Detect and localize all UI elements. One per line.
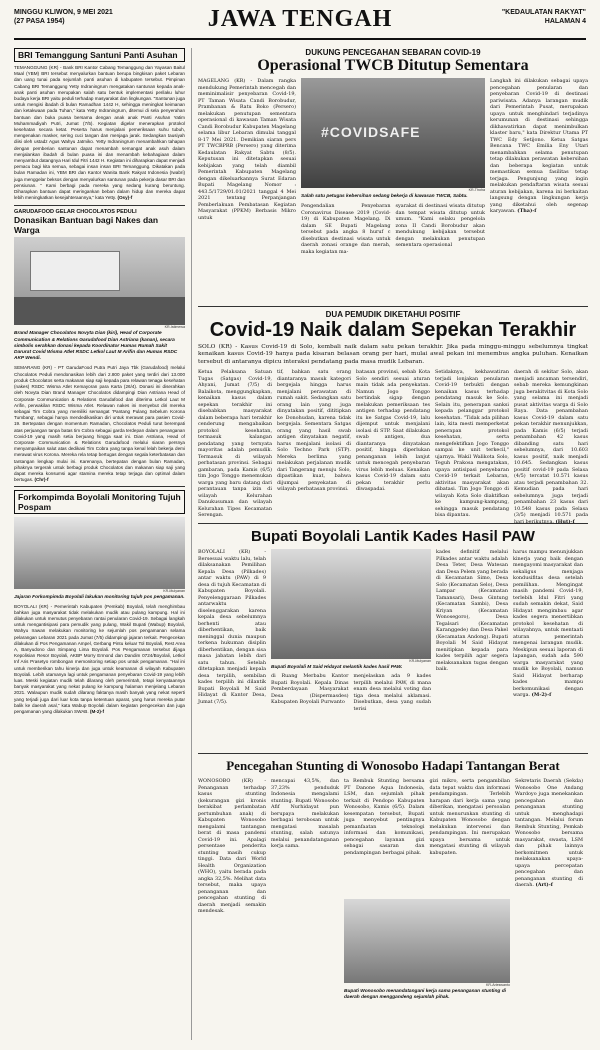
stunting-col5: [515, 778, 583, 1028]
stunting-caption: Bupati Wonosobo menandatangani kerja sama penanganan stunting di daerah dengan menggandeng sejumlah pihak.: [344, 989, 506, 1001]
stunting-sign: (Art)-f: [535, 882, 553, 889]
kades-sign: (M-2)-f: [531, 692, 552, 699]
stunting-photo: [344, 899, 510, 983]
forkompimda-photo: [14, 517, 185, 589]
garudafood-caption: Brand Manager Chocolatos Novyta Dian (kiri), Head of Corporate Communication & Relations Garudafood Dian Astriana (kanan), secara simbolis serahkan donasi kepada Koordinator Humas Rumah Sakit Darurat Covid Wisma Atlet RSDC Letkol Laut M Arifin dan Humas RSDC AKP Wendi.: [14, 331, 178, 362]
twcb-col3: syarakat di destinasi wisata ditutup dan tempat wisata ditutup untuk umum. "Kami selaku pengelola zona II Candi Borobudur akan mendukung kebijakan tersebut dengan melakukan penutupan sementara operasional: [395, 203, 485, 249]
covid-col5-text: daerah di sekitar Solo, akan menjadi ancaman tersendiri, sebab mereka kemungkinan juga berakitvitas di Kota Solo yang selama ini menjadi pusat aktivitas warga di Solo Raya. Data penambahan kasus Covid-19 dalam satu pekan terakhir menunjukkan, pada Kamis (6/5) terjadi penambahan 42 kasus dibanding satu hari sebelumnya, dari 10.603 kasus positif, naik menjadi 10.645. Sedangkan kasus positif covid-19 pada Selasa (4/5) tercatat 10.571 kasus atau terjadi penambahan 32. Kemudian pada hari sebelumnya juga terjadi penambahan 23 kasus dari 10.548 kasus pada Selasa (3/5) menjadi 10.571 pada hari berikutnya.: [514, 369, 588, 525]
stunting-col5-text: Sekretaris Daerah (Sekda) Wonosobo One Andang Wardoyo juga menekankan pencegahan dan penanganan stunting untuk menghadapi tantangan. Melalui forum Rembuk Stunting, Pemkab Wonosobo bersama masyarakat, swasta, LSM dan pihak lainnya berkomitmen untuk melaksanakan upaya-upaya percepatan pencegahan dan penanganan stunting di daerah.: [515, 778, 583, 889]
twcb-sign: (Tha)-f: [517, 208, 537, 214]
article-forkompimda-title: Forkompimda Boyolali Monitoring Tujuh Pospam: [14, 490, 185, 514]
divider: [14, 205, 185, 206]
article-bri-title: BRI Temanggung Santuni Panti Asuhan: [14, 48, 185, 62]
article-forkompimda-body: [14, 604, 185, 716]
divider: [198, 753, 588, 754]
photo-credit: KR-Arieswanto: [486, 983, 510, 988]
forkompimda-caption: Jajaran Forkompimda Boyolali lakukan monitoring tujuh pos pengamanan.: [14, 595, 185, 601]
article-garudafood-body: [14, 365, 185, 483]
kades-col4: kades definitif melalui Pilkades antar waktu adalah Desa Teter, Desa Watesan dan Desa Pelem yang berada di Kecamatan Simo, Desa Solo (Kecamatan Selo), Desa Lampar (Kecamatan Tamansari), Desa Gintung (Kecamatan Sambi), Desa Kriyan (Kecamatan Wonosegoro), Desa Tegalsari (Kecamatan Karanggede) dan Desa Pakel (Kecamatan Andong). Bupati Boyolali M Said Hidayat menitipkan kepada para kades terpilih agar segera melaksanakan tugas dengan baik.: [436, 549, 509, 673]
twcb-subcols: [301, 203, 485, 255]
kades-caption: Bupati Boyolali M Said Hidayat melantik kades hasil PAW.: [271, 665, 403, 671]
twcb-headline: Operasional TWCB Ditutup Sementara: [257, 57, 529, 74]
article-garudafood-sign: (Chr)-f: [34, 477, 49, 483]
twcb-col1: MAGELANG (KR) - Dalam rangka mendukung Pemerintah mencegah dan meminimalisir penyebaran Covid-19, PT Taman Wisata Candi Borobudur, Prambanan & Ratu Boko (Persero) melakukan penutupan sementara operasional di kawasan Taman Wisata Candi Borobudur Kabupaten Magelang selama libur Lebaran dimulai tanggal 8-17 Mei 2021. Demikian siaran pers PT TWCBPRB (Persero) yang diterima Kedaulatan Rakyat Sabtu (8/5). Keputusan ini ditetapkan sesuai kebijakan yang telah diambil Pemerintah Kabupaten Magelang dengan dikeluarkannya Surat Edaran Bupati Magelang Nomor : 443.5/1729/01.01/2021 tanggal 4 Mei 2021 tentang Perpanjangan Pemberlakuan Pembatasan Kegiatan Masyarakat (PPKM) Berbasis Mikro untuk: [198, 78, 296, 221]
kades-col5: [513, 549, 583, 749]
kades-subcols: [271, 673, 431, 712]
twcb-photo: [301, 78, 485, 188]
article-forkompimda-text: BOYOLALI (KR) - Pemerintah Kabupaten (Pemkab) Boyolali, telah menghimbau bahkan juga masyarakat tidak melakukan mudik atau pulang kampung. Hal ini dilakukan untuk memutus penyebaran rantai penularan Covid-19. Sebagai langkah untuk mengantisipasi para pemudik yang pulang, Wakil Bupati (Wabup) Boyolali, Wahyu Irawan melakukan monitoring ke sejumlah pos pengamanan selama pelarangan Lebaran 2021 pada Jumat (7/5) didampingi jajaran terkait. Pengecekan dilakukan di Pos Pengamanan Ampel, Gerbang Pintu keluar Tol Boyolali, Rest Area A, Banyudono dan Simpang Lima Boyolali. Pos Pengamanan tersebut dijaga Kepolisian Resor Boyolali, AKBP Morry Ermond dan Dandim 0724/Boyolali, Letkol Inf Aris Prasetyo rombongan memonitoring setiap pos untuk pengamanan. "Hal ini untuk memberikan tahu kinerja dan juga untuk keamanan di wilayah Kabupaten Boyolali. Lebih utamanya lagi untuk pengamanan penyebaran Covid-19 yang lebih luas. Meski kegiatan mudik telah dilarang oleh pemerintah, tetapi kenyataannya banyak masyarakat yang nekat pulang ke kampung halaman menjelang Lebaran 2021. Walaupun mudik sudah dilarang faktanya masih banyak yang nekat seperti yang terjadi juga dari luar kota tanpa ketentuan aparat, yang harus mereka putar balik ke daerah asal," kata Wabup Boyolali dalam kegiatan pengecekan dan juga pengamanan yang dilakukan SWAB.: [14, 603, 185, 714]
covid-kicker: DUA PEMUDIK DIKETAHUI POSITIF: [325, 310, 461, 319]
kades-headline: Bupati Boyolali Lantik Kades Hasil PAW: [251, 528, 535, 546]
banner-shape: [30, 251, 120, 291]
article-forkompimda-sign: (M-2)-f: [89, 709, 104, 714]
kades-article: [198, 549, 588, 749]
divider: [198, 306, 588, 307]
photo-credit: KR-Mulyanan: [163, 589, 185, 594]
article-garudafood-text: SEMARANG (KR) - PT GarudaFood Putra Putri Jaya Tbk (Garudafood) melalui Chocolatos Peduli mendonasikan lebih dari 2.800 paket yang terdiri dari 13.000 produk Chocolatos serta makanan siap saji kepada para relawan tenaga kesehatan (nakes) RSDC Wisma Atlet Kemayoran para Karta (26/4). Donasi ini diserahkan oleh Novyta Dian Brand Manager Chocolatos didampingi Dian Astriana Head of Corporate Communication & Relations Garudafood dan diterima Letkol Laut M Arifin, perwakilan RSDC Wisma Atlet. Relawan nakes ini menyebut diri mereka sebagai Tim Cobra yang memiliki semangat 'Pantang Pulang Sebelum Korona Tumbang', sebagai hanya mendedikasikan diri untuk merawat para pasien Covid-19. Bertepatan dengan momentum Ramadan, Chocolatos Peduli turut berempati atas perjuangan tanpa batas tim Cobra sebagai garda terdepan dalam penanganan Covid-19 yang masih setia berjuang hingga saat ini. Dian Astriana, Head of Corporate Communication & Relations Garudafood melalui siaran persnya menyampaikan salut atas dedikasi Tim Cobra yang tanpa kenal lelah bekerja demi merawat virus Korona. Mereka rela tetap bertugas dengan segala keterbatasan dan tantangan lengkap mulai ini. Karenanya, bertepatan dengan bulan Ramadan, pihaknya tergerak untuk berbagi produk Chocolatos dan makanan siap saji yang dapat mereka konsumsi agar stamina mereka tetap terjaga dan optimal dalam bertugas.: [14, 365, 185, 483]
paper-name: "KEDAULATAN RAKYAT": [501, 9, 586, 16]
kades-photo: [271, 549, 431, 659]
stunting-subcols: [344, 778, 510, 896]
covid-col4: Setidaknya, kekhawatiran terjadi lonjakan penularan Covid-19 terbukti dengan kenaikan kasus terhadap pendatang masuk ke Solo. Selain itu, penerapan sanksi kepada pelanggar protokol kesehatan. "Tidak ada pilihan lain, kita mesti memperketat penerapan protokol kesehatan, serta mengefektifkan Jogo Tonggo sampai ke unit terkecil," ujarnya. Wakil Walikota Solo, Teguh Prakosa mengatakan, upaya antisipasi penyebaran Covid-19 terkait Lebaran, aktivitas masyarakat akan dibatasi. Tim Jogo Tonggo di wilayah Kota Solo diaktifkan ke kampung-kampung, sehingga masuk pendatang bisa dipantau.: [435, 369, 509, 519]
kades-col2: di Ruang Merbabu Kantor Bupati Boyolali. Kepala Dinas Pemberdayaan Masyarakat Desa (Dispermasdes) Kabupaten Boyolali Purwanto: [271, 673, 349, 706]
covid-col2: tif, bahkan satu orang diantaranya masuk kategori bergejala hingga harus menjalani perawatan di rumah sakit. Sedangkan satu orang lain yang juga dinyatakan positif, dititipkan ke Donohudan, karena tidak bergejala. Sementara Satgas orang yang hasil swab antigen dinyatakan negatif, harus menjalani isolasi di Solo Techno Park (STP). Mereka berlima yang melakukan perjalanan mudik dari Tangerang menuju Solo, dipastikan kuat, bahwa dijumpai penyekatan di wilayah perbatasan provinsi.: [277, 369, 351, 493]
right-column: [198, 48, 588, 1028]
covid-columns: [198, 369, 588, 525]
twcb-col2: Pengendalian Penyebaran Coronavirus Disease 2019 (Covid-19) di Kabupaten Magelang. Di dalam SE Bupati Magelang tersebut pada angka 8 huruf c disebutkan destinasi wisata untuk daerah zonasi orange dan merah, maka kegiatan ma-: [301, 203, 391, 255]
twcb-photo-block: [301, 78, 485, 306]
covid-col3: batasan provinsi, sebab Kota Solo sendiri sesuai aturan main tidak ada penyekatan. Namun Jogo Tonggo bertindak sigap dengan melakukan pemeriksaan tes antigen terhadap pendatang itu ke Satgas Covid-19, lalu dijemput untuk menjalani isolasi di STP. Saat dilakukan swab antigen, dua diantaranya dinyatakan positif, hingga diperlukan penanganan lebih lanjut untuk mencegah penyebaran virus lebih meluas. Kenaikan kasus Covid-19 dalam satu pekan terakhir perlu diwaspadai.: [356, 369, 430, 493]
photo-credit: KR-Istimewa: [164, 325, 185, 330]
kades-col5-text: harus mampu menunjukkan kinerja yang baik dengan mengayomi masyarakat dan sekaligus menjaga kondusifitas desa setelah pemilihan. Mengingat masih pandemi Covid-19, terlebih Idul Fitri yang sudah semakin dekat, Said Hidayat mengimbau agar kades segera menertibkan protokol kesehatan di wilayahnya, untuk mentaati aturan pemerintah mengenai larangan mudik. Meskipun sesuai laporan di lapangan, sudah ada 590 warga masyarakat yang mudik ke Boyolali, namun Said Hidayat berharap kades mampu berkomunikasi dengan warga.: [513, 549, 583, 699]
date-line: MINGGU KLIWON, 9 MEI 2021: [14, 9, 113, 16]
twcb-col4-text: Langkah ini dilakukan sebagai upaya pencegahan penularan dan penyebaran Covid-19 di destinasi pariwisata. Adanya larangan mudik dari Pemerintah Pusat, merupakan upaya untuk menghindari terjadinya kerumunan di destinasi sehingga dikhawatirkan dapat menimbulkan klaster baru," kata Direktur Utama PT TWC Edy Setijono. Ketua Satgas Bencana TWC Emilia Eny Utari menambahkan selama penutupan tetap dilakukan perawatan kebersihan dan beberapa kegiatan untuk memastikan semua fasilitas tetap terjaga. Pengunjung yang ingin melakukan pendaftaran wisata sesuai aturan kebijakan, karena ini berkaitan langsung dengan lingkungan kerja yang diketahui oleh segenap karyawan.: [490, 78, 588, 214]
article-bri-body: [14, 65, 185, 201]
section-title: JAWA TENGAH: [207, 6, 393, 32]
photo-credit: KR-Thoha: [468, 188, 485, 192]
article-garudafood-title: Donasikan Bantuan bagi Nakes dan Warga: [14, 215, 159, 236]
covid-col5: [514, 369, 588, 525]
people-shape: [14, 297, 185, 325]
stunting-article: [198, 778, 588, 1028]
masthead: [14, 6, 586, 40]
twcb-caption: Salah satu petugas kebersihan sedang bekerja di kawasan TWCB, Sabtu.: [301, 194, 468, 199]
stunting-col4: gizi mikro, serta pengambilan data tepat waktu dan informasi pendampingan. Terlebih harapan dari kerja sama yang diberikan, mengatasi persoalan untuk menurunkan stunting di Kabupaten Wonosobo dengan melakukan intervensi dan pendampingan. Ini merupakan upaya bersama untuk mengatasi stunting di wilayah kabupaten.: [429, 778, 510, 856]
covid-headline: Covid-19 Naik dalam Sepekan Terakhir: [209, 319, 577, 341]
covid-sign: (Hut)-f: [555, 518, 575, 525]
twcb-kicker: DUKUNG PENCEGAHAN SEBARAN COVID-19: [305, 48, 481, 57]
kades-col1: BOYOLALI (KR) - Bersesuai waktu lalu, telah dilaksanakan Pemilihan Kepala Desa (Pilkades) antar waktu (PAW) di 9 desa di tujuh Kecamatan di Kabupaten Boyolali. Penyelenggaraan Pilkades antarwaktu diselenggarakan karena kepala desa sebelumnya berhenti atau diberhentikan, baik meninggal dunia maupun terkena hukuman disiplin diberhentikan, dengan sisa masa jabatan lebih dari satu tahun. Setelah ditetapkan menjadi kepala desa terpilih, sembilan kades terpilih ini dilantik Bupati Boyolali M Said Hidayat di Kantor Desa, Jumat (7/5).: [198, 549, 266, 705]
covidsafe-sign: #COVIDSAFE: [321, 124, 421, 140]
stunting-col3: ta Rembuk Stunting bersama PT Danone Aqua Indonesia, LSM, dan sejumlah pihak terkait di Pendopo Kabupaten Wonosobo, Kamis (6/5). Dalam kesempatan tersebut, Bupati juga menyebut pentingnya pemanfaatan teknologi informasi dan komunikasi, pencegahan layanan gizi sebagai sasaran dan pendampingan berbagai pihak.: [344, 778, 425, 856]
kades-col3: menjelaskan ada 9 kades terpilih melalui PAW, di mana enam desa melalui voting dan tiga desa melalui aklamasi. Disebutkan, desa yang sudah terisi: [353, 673, 431, 712]
pasa-line: (27 PASA 1954): [14, 18, 65, 25]
garudafood-photo: [14, 237, 185, 325]
article-bri-sign: (Osy)-f: [117, 195, 133, 201]
page-number: HALAMAN 4: [544, 18, 586, 25]
stunting-headline: Pencegahan Stunting di Wonosobo Hadapi Tantangan Berat: [226, 758, 560, 774]
stunting-center: [344, 778, 510, 1028]
kades-photo-block: [271, 549, 431, 749]
stunting-col1: WONOSOBO (KR) - Penanganan terhadap kasus stunting (kekurangan gizi kronis berakibat perlambatan pertumbuhan anak) di Kabupaten Wonosobo mengalami tantangan berat di masa pandemi Covid-19 ini. Apalagi persentase penderita stunting masih cukup tinggi. Data dari World Health Organization (WHO), yaitu berada pada angka 32,5%. Melihat data tersebut, maka upaya penanganan dan pencegahan stunting di daerah menjadi semakin mendesak.: [198, 778, 266, 915]
twcb-article: [198, 78, 588, 306]
article-garudafood-kicker: GARUDAFOOD GELAR CHOCOLATOS PEDULI: [14, 209, 137, 216]
divider: [14, 486, 185, 487]
left-column: [14, 48, 192, 1040]
covid-col1: Ketua Pelaksana Satuan Tugas (Satgas) Covid-19, Ahyani, Jumat (7/5) di Balaikota, menggungkapkan, kenaikan kasus dalam sepekan terakhir ini disebabkan masyarakat dalam beberapa hari terakhir cenderung mengabaikan protokol kesehatan, termasuk kalangan pendatang yang ternyata mayoritas adalah pemudik. Termasuk di wilayah perbatasan provinsi. Sebagai gambaran, pada Kamis (6/5) tim Jogo Tonggo menemukan warga yang baru datang dari perantauan tanpa izin di wilayah Kelurahan Danukusuman dan wilayah Kelurahan Tipes Kecamatan Serengan.: [198, 369, 272, 519]
article-bri-text: TEMANGGUNG (KR) - Bank BRI Kantor Cabang Temanggung dan Yayasan Baitul Maal (YBM) BRI tersebut menyalurkan bantuan berupa bingkisan paket Lebaran dan uang tunai pada sejumlah panti asuhan di kabupaten tersebut. Pimpinan Cabang BRI Temanggung Yetty Indraningrum mengatakan santunan kepada anak-anak panti asuhan merupakan salah satu bentuk implementasi perilaku luhur budaya kerja BRI yaitu peduli terhadap masyarakat dan lingkungan. "Santunan juga untuk mengisi ibadah di bulan Ramadhan 1442 H, sehingga meningkat keimanan dan ketakwaan pada Tuhan," kata Yetty Indraningrum, ditemui di sela penyerahan bantuan dan buka puasa bersama dengan anak anak Panti Asuhan Yatim Muhammadiyah Putri, Jumat (7/5). Kegiatan digelar menerapkan protokol kesehatan secara ketat. Peserta harus menjalani pemeriksaan suhu tubuh, mengenakan masker, sering cuci tangan dan menjaga jarak. Sedangkan tausiyah diisi oleh ustadz Agus Wahyu Jatmiko. Yetty Indraningrum menambahkan tahapan dengan pemberian santunan dapat menambah semangat anak asuh dalam menjalankan ibadah di bulan puasa ini dan menambah kebahagiaan dalam menyambut datangnya Hari Idul Fitri 1442 H. Kegiatan ini diharapkan dapat menjadi pemacu bagi kita semua, sebagai insan insan BRI Temanggung. Dikatakan pada bulan Ramadan ini, YBM BRI dan Kantor Wanita Bank Rakyat Indonesia (Iwabri) juga menggelar beksos dengan menyalurkan santunan pada pekerja dasar BRI dan pensiunan. " Kami berbagi pada mereka yang sedang kurang beruntung. Diharapkan bantuan dapat meringankan beban dalam hidup dan mereka dapat lebih meningkatkan kesejahteraannya," kata Yetty.: [14, 65, 185, 201]
masthead-paper: [502, 8, 586, 26]
photo-credit: KR-Mulyanan: [409, 659, 431, 664]
covid-lead: SOLO (KR) - Kasus Covid-19 di Solo, kembali naik dalam satu pekan terakhir. Jika pada minggu-minggu sebelumnya tingkat kenaikan kasus Covid-19 hanya pada kisaran belasan orang per hari, mulai awal pekan ini menembus angka puluhan. Kenaikan tersebut di antaranya dipicu interaksi pendatang pada masa mudik Lebaran.: [198, 344, 588, 365]
stunting-col2: mencapai 43,5%, dan 37,23% penduduk Indonesia mengalami stunting. Bupati Wonosobo Afif Nurhidayat pun berupaya melakukan berbagai terobosan untuk mengatasi masalah stunting, salah satunya melalui penandatanganan kerja sama.: [271, 778, 339, 850]
twcb-col4: [490, 78, 588, 306]
